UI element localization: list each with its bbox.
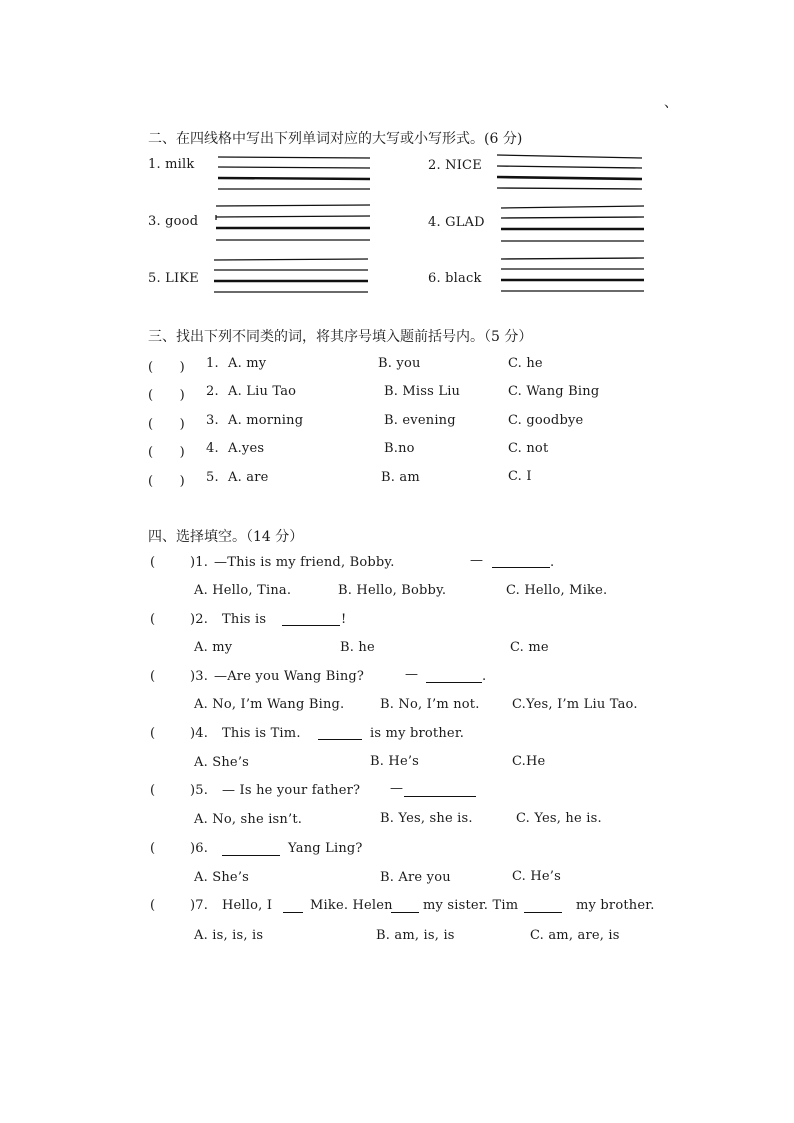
word-item-1: 1. milk bbox=[148, 157, 195, 172]
question-number: 2. bbox=[206, 384, 219, 399]
word-item-3: 3. good bbox=[148, 214, 199, 229]
question-text-part4: my brother. bbox=[576, 898, 655, 913]
answer-dash: — bbox=[405, 667, 419, 682]
answer-blank-3[interactable] bbox=[524, 912, 562, 913]
option-c: C. Wang Bing bbox=[508, 384, 600, 399]
answer-paren[interactable]: ( bbox=[150, 898, 156, 913]
option-b: B. he bbox=[340, 640, 375, 655]
answer-blank[interactable] bbox=[222, 855, 280, 856]
option-a: A. Liu Tao bbox=[228, 384, 297, 399]
question-text-part3: my sister. Tim bbox=[423, 898, 519, 913]
answer-paren[interactable]: ( bbox=[150, 783, 156, 798]
option-a: A.yes bbox=[228, 441, 265, 456]
option-b: B. you bbox=[378, 356, 421, 371]
answer-blank[interactable] bbox=[318, 739, 362, 740]
answer-paren[interactable]: ( ) bbox=[148, 388, 185, 403]
option-c: C.He bbox=[512, 754, 546, 769]
question-text: —This is my friend, Bobby. bbox=[214, 555, 395, 570]
answer-paren[interactable]: ( ) bbox=[148, 360, 185, 375]
question-text: —Are you Wang Bing? bbox=[214, 669, 365, 684]
option-a: A. my bbox=[228, 356, 267, 371]
question-end: . bbox=[482, 669, 487, 684]
answer-dash: — bbox=[390, 781, 404, 796]
option-a: A. No, I’m Wang Bing. bbox=[194, 697, 345, 712]
question-text-part2: Mike. Helen bbox=[310, 898, 393, 913]
option-c: C. he bbox=[508, 356, 543, 371]
question-text-after: Yang Ling? bbox=[288, 841, 363, 856]
option-b: B. evening bbox=[384, 413, 456, 428]
option-a: A. my bbox=[194, 640, 233, 655]
option-b: B. Miss Liu bbox=[384, 384, 461, 399]
question-text: — Is he your father? bbox=[222, 783, 361, 798]
option-b: B. Hello, Bobby. bbox=[338, 583, 447, 598]
option-a: A. is, is, is bbox=[194, 928, 264, 943]
answer-paren[interactable]: ( bbox=[150, 555, 156, 570]
option-b: B. am bbox=[381, 470, 420, 485]
question-number: )4. bbox=[190, 726, 209, 741]
section4-heading: 四、选择填空。（14 分） bbox=[148, 529, 304, 545]
corner-mark: 、 bbox=[664, 95, 678, 111]
option-a: A. are bbox=[228, 470, 269, 485]
four-line-grid-1[interactable] bbox=[218, 157, 370, 189]
word-item-6: 6. black bbox=[428, 271, 482, 286]
option-c: C. me bbox=[510, 640, 549, 655]
four-line-grids bbox=[0, 0, 794, 320]
option-b: B.no bbox=[384, 441, 415, 456]
answer-paren[interactable]: ( ) bbox=[148, 417, 185, 432]
answer-paren[interactable]: ( ) bbox=[148, 445, 185, 460]
word-item-2: 2. NICE bbox=[428, 158, 482, 173]
answer-blank-1[interactable] bbox=[283, 912, 303, 913]
section3-heading: 三、找出下列不同类的词，将其序号填入题前括号内。（5 分） bbox=[148, 329, 533, 345]
answer-blank[interactable] bbox=[282, 625, 340, 626]
answer-dash: — bbox=[470, 553, 484, 568]
answer-blank-2[interactable] bbox=[391, 912, 419, 913]
question-end: . bbox=[550, 555, 555, 570]
answer-blank[interactable] bbox=[492, 567, 550, 568]
question-end: ! bbox=[341, 612, 347, 627]
question-number: )3. bbox=[190, 669, 209, 684]
option-a: A. No, she isn’t. bbox=[194, 812, 303, 827]
word-item-5: 5. LIKE bbox=[148, 271, 199, 286]
four-line-grid-6[interactable] bbox=[501, 258, 644, 291]
answer-paren[interactable]: ( bbox=[150, 841, 156, 856]
question-text: This is bbox=[222, 612, 267, 627]
option-b: B. Are you bbox=[380, 870, 451, 885]
option-a: A. She’s bbox=[194, 870, 250, 885]
section2-heading: 二、在四线格中写出下列单词对应的大写或小写形式。(6 分) bbox=[148, 131, 523, 147]
option-c: C. I bbox=[508, 469, 532, 484]
question-number: 4. bbox=[206, 441, 219, 456]
question-number: )2. bbox=[190, 612, 209, 627]
four-line-grid-5[interactable] bbox=[214, 259, 368, 292]
option-c: C. goodbye bbox=[508, 413, 584, 428]
question-number: 5. bbox=[206, 470, 219, 485]
option-c: C. Yes, he is. bbox=[516, 811, 602, 826]
option-c: C. He’s bbox=[512, 869, 561, 884]
option-c: C. Hello, Mike. bbox=[506, 583, 608, 598]
answer-paren[interactable]: ( bbox=[150, 726, 156, 741]
question-number: 3. bbox=[206, 413, 219, 428]
answer-blank[interactable] bbox=[426, 682, 482, 683]
word-item-4: 4. GLAD bbox=[428, 215, 485, 230]
option-c: C. not bbox=[508, 441, 549, 456]
option-a: A. Hello, Tina. bbox=[194, 583, 292, 598]
answer-paren[interactable]: ( ) bbox=[148, 474, 185, 489]
four-line-grid-3[interactable] bbox=[216, 205, 370, 240]
answer-paren[interactable]: ( bbox=[150, 669, 156, 684]
question-text: This is Tim. bbox=[222, 726, 301, 741]
option-c: C.Yes, I’m Liu Tao. bbox=[512, 697, 638, 712]
question-number: )7. bbox=[190, 898, 209, 913]
option-b: B. am, is, is bbox=[376, 928, 455, 943]
question-text-after: is my brother. bbox=[370, 726, 465, 741]
option-b: B. Yes, she is. bbox=[380, 811, 473, 826]
answer-paren[interactable]: ( bbox=[150, 612, 156, 627]
option-a: A. She’s bbox=[194, 755, 250, 770]
question-number: )6. bbox=[190, 841, 209, 856]
question-text-part1: Hello, I bbox=[222, 898, 273, 913]
question-number: )1. bbox=[190, 555, 209, 570]
question-number: )5. bbox=[190, 783, 209, 798]
answer-blank[interactable] bbox=[404, 796, 476, 797]
option-b: B. No, I’m not. bbox=[380, 697, 480, 712]
four-line-grid-2[interactable] bbox=[497, 155, 642, 189]
option-c: C. am, are, is bbox=[530, 928, 620, 943]
four-line-grid-4[interactable] bbox=[501, 206, 644, 241]
option-a: A. morning bbox=[228, 413, 304, 428]
option-b: B. He’s bbox=[370, 754, 420, 769]
question-number: 1. bbox=[206, 356, 219, 371]
